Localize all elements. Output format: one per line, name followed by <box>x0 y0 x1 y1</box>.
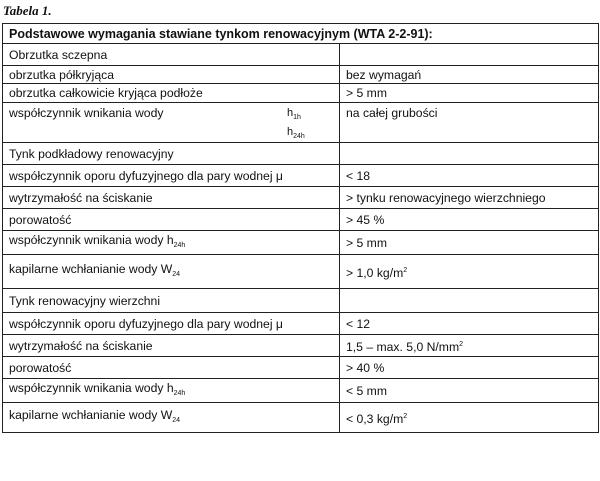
table-row <box>3 103 599 143</box>
row-label: współczynnik oporu dyfuzyjnego dla pary wodnej μ <box>3 313 340 335</box>
table-row <box>3 84 599 103</box>
row-value: > tynku renowacyjnego wierzchniego <box>340 187 599 209</box>
table-row <box>3 335 599 357</box>
row-label: współczynnik wnikania wody $h_{24h}$ <box>3 231 340 255</box>
section-title: Tynk renowacyjny wierzchni <box>3 289 340 313</box>
row-label: wytrzymałość na ściskanie <box>3 335 340 357</box>
h24-symbol: $h_{24h}$ <box>287 126 305 140</box>
empty-cell <box>340 143 599 165</box>
row-value: bez wymagań <box>340 66 599 84</box>
table-row <box>3 379 599 403</box>
row-value: < 0,3 $kg/m^2$ <box>340 403 599 433</box>
row-value: > 45 % <box>340 209 599 231</box>
table-header: Podstawowe wymagania stawiane tynkom renowacyjnym (WTA 2-2-91): <box>3 24 599 44</box>
section-row <box>3 289 599 313</box>
row-label <box>3 103 340 143</box>
row-label: obrzutka całkowicie kryjąca podłoże <box>3 84 340 103</box>
row-label: kapilarne wchłanianie wody $W_{24}$ <box>3 403 340 433</box>
table-row <box>3 231 599 255</box>
table-row <box>3 187 599 209</box>
row-value: > 40 % <box>340 357 599 379</box>
row-value: na całej grubości <box>340 103 599 143</box>
row-value: > 1,0 $kg/m^2$ <box>340 255 599 289</box>
section-row <box>3 44 599 66</box>
row-value: > 5 mm <box>340 84 599 103</box>
row-value: < 12 <box>340 313 599 335</box>
requirements-table <box>2 23 599 433</box>
section-title: Tynk podkładowy renowacyjny <box>3 143 340 165</box>
table-row <box>3 403 599 433</box>
table-row <box>3 255 599 289</box>
empty-cell <box>340 44 599 66</box>
empty-cell <box>340 289 599 313</box>
row-label: porowatość <box>3 357 340 379</box>
table-row <box>3 66 599 84</box>
table-row <box>3 165 599 187</box>
table-row <box>3 357 599 379</box>
table-caption: Tabela 1. <box>3 3 52 18</box>
row-label: współczynnik oporu dyfuzyjnego dla pary wodnej μ <box>3 165 340 187</box>
row-label: obrzutka półkryjąca <box>3 66 340 84</box>
section-row <box>3 143 599 165</box>
row-label-text: współczynnik wnikania wody <box>9 106 164 120</box>
row-label: porowatość <box>3 209 340 231</box>
table-header-row <box>3 24 599 44</box>
row-value: > 5 mm <box>340 231 599 255</box>
table-row <box>3 209 599 231</box>
row-value: < 18 <box>340 165 599 187</box>
row-label: kapilarne wchłanianie wody $W_{24}$ <box>3 255 340 289</box>
row-label: wytrzymałość na ściskanie <box>3 187 340 209</box>
table-row <box>3 313 599 335</box>
section-title: Obrzutka sczepna <box>3 44 340 66</box>
row-label: współczynnik wnikania wody $h_{24h}$ <box>3 379 340 403</box>
h1-symbol: $h_{1h}$ <box>287 107 301 121</box>
row-value: 1,5 – max. 5,0 $N/mm^2$ <box>340 335 599 357</box>
row-value: < 5 mm <box>340 379 599 403</box>
